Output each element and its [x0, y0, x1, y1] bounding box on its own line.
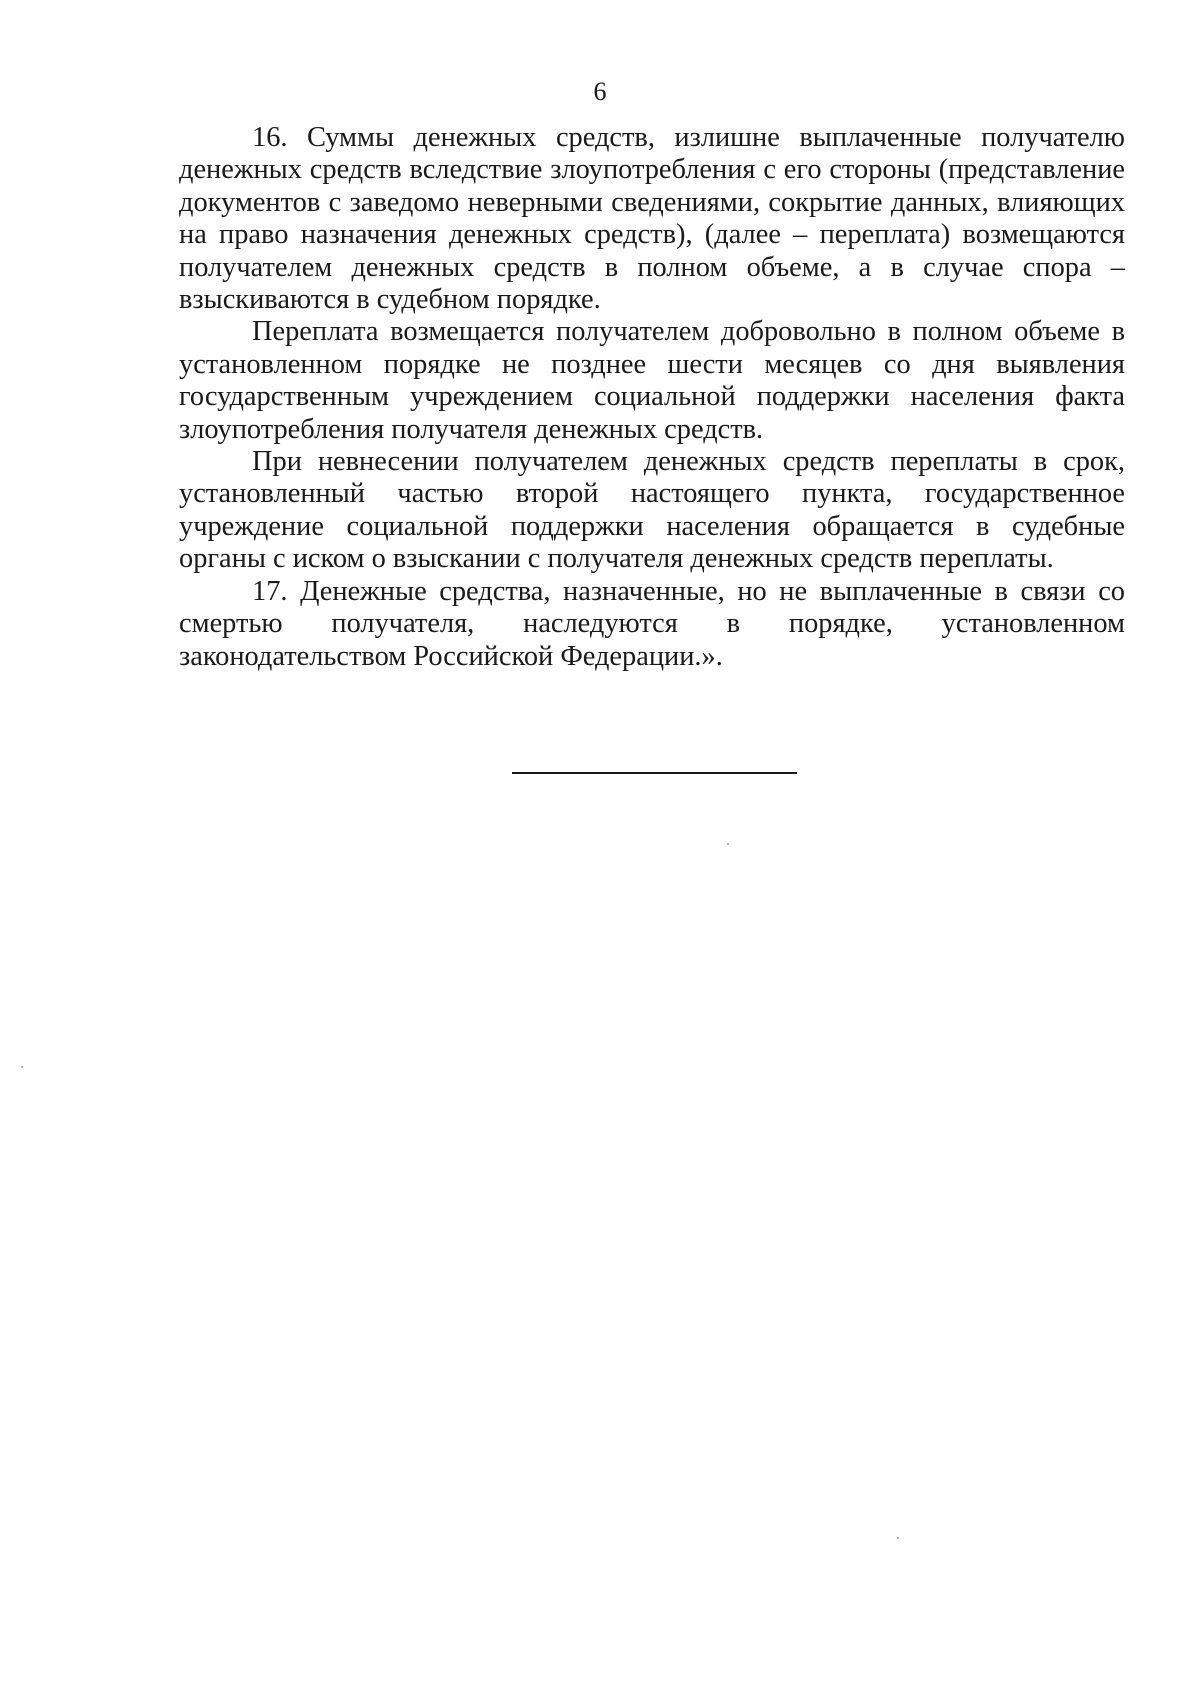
page-number: 6: [593, 77, 607, 106]
paragraph-17: 17. Денежные средства, назначенные, но не выплаченные в связи со смертью получателя, наследуются в порядке, установленном законодательством Российской Федерации.».: [179, 575, 1125, 672]
end-separator-line: [512, 772, 797, 774]
paragraph-16: 16. Суммы денежных средств, излишне выплаченные получателю денежных средств вследствие злоупотребления с его стороны (представление документов с заведомо неверными сведениями, сокрытие данных, влияющих на право назначения денежных средств), (далее – переплата) возмещаются получателем денежных средств в полном объеме, а в случае спора – взыскиваются в судебном порядке.: [179, 122, 1125, 316]
paragraph-overpayment-refund: Переплата возмещается получателем добровольно в полном объеме в установленном порядке не позднее шести месяцев со дня выявления государственным учреждением социальной поддержки населения факта злоупотребления получателя денежных средств.: [179, 316, 1125, 445]
document-body: [179, 122, 1125, 673]
paragraph-non-payment: При невнесении получателем денежных средств переплаты в срок, установленный частью второй настоящего пункта, государственное учреждение социальной поддержки населения обращается в судебные органы с иском о взыскании с получателя денежных средств переплаты.: [179, 446, 1125, 575]
scan-speck: [727, 843, 729, 845]
scan-speck: [21, 1066, 23, 1068]
scan-speck: [897, 1537, 899, 1539]
